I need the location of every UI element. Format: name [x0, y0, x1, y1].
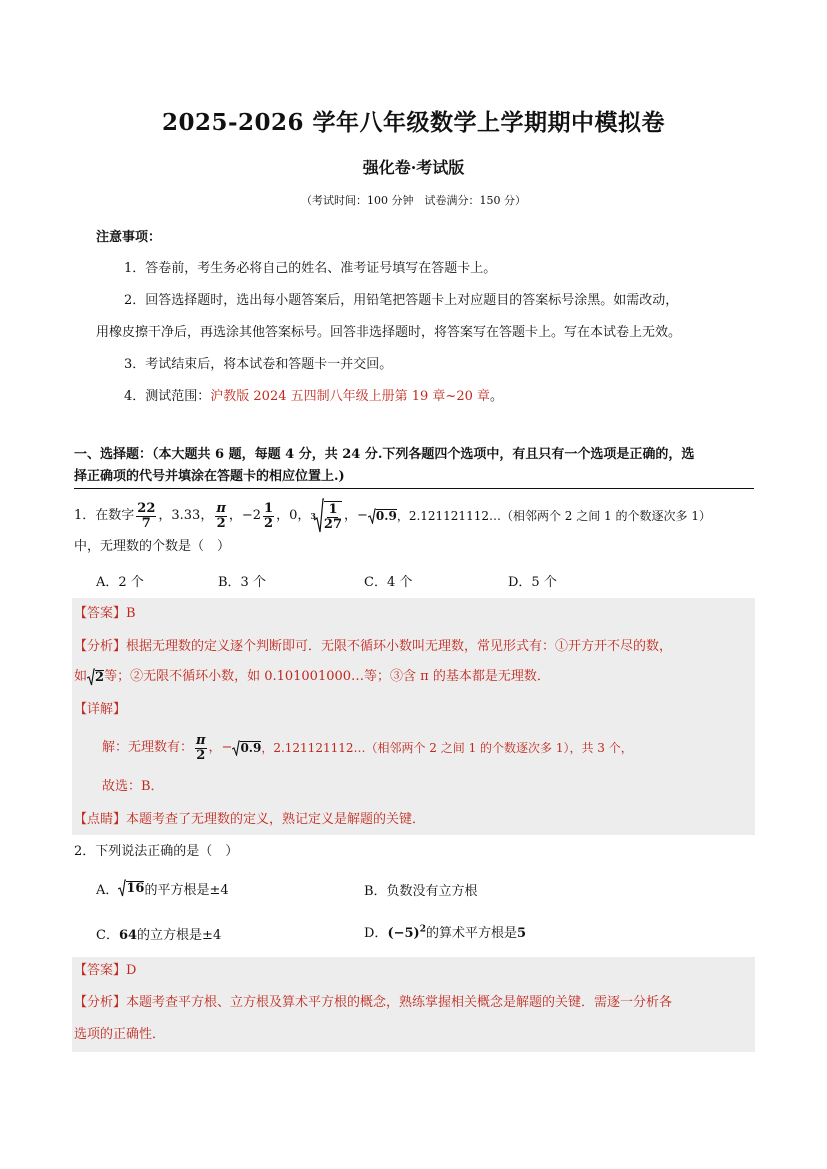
sqrt-0-9 [368, 508, 397, 524]
notice-item-4 [124, 387, 503, 407]
fraction-1-2 [263, 502, 274, 531]
test-range: 沪教版 2024 五四制八年级上册第 19 章~20 章 [210, 389, 491, 404]
notice-item-2-line-2: 用橡皮擦干净后，再选涂其他答案标号。回答非选择题时，将答案写在答题卡上。写在本试卷上无效。 [96, 325, 682, 340]
q1-sep: ，− [344, 508, 368, 523]
q2-option-c [96, 924, 221, 943]
option-prefix: D． [364, 926, 388, 941]
fraction-pi-2 [215, 502, 227, 531]
frac-num: π [196, 732, 206, 748]
q1-prefix: 1．在数字 [74, 508, 135, 523]
sqrt-radicand: 0.9 [240, 741, 262, 755]
detail-tail: ，2.121121112…（相邻两个 2 之间 1 的个数逐次多 1），共 3 个， [261, 741, 633, 755]
q1-option-b: B．3 个 [218, 575, 266, 590]
notice-item-3: 3．考试结束后，将本试卷和答题卡一并交回。 [124, 357, 393, 372]
q1-analysis-line-2 [74, 665, 550, 689]
radical-sign-icon [87, 668, 95, 686]
q2-analysis-line-1: 【分析】本题考查平方根、立方根及算术平方根的概念，熟练掌握相关概念是解题的关键．需逐一分析各 [74, 995, 673, 1010]
q1-sep: ，−2 [228, 508, 262, 523]
page-title: 2025-2026 学年八年级数学上学期期中模拟卷 [161, 109, 666, 136]
sqrt-radicand: 0.9 [375, 509, 397, 523]
analysis-post: 等；②无限不循环小数，如 0.101001000…等；③含 π 的基本都是无理数． [104, 669, 550, 684]
q2-option-d [364, 922, 526, 941]
notice-item-2-line-1: 2．回答选择题时，选出每小题答案后，用铅笔把答题卡上对应题目的答案标号涂黑。如需改动， [124, 293, 679, 308]
radical-sign-icon [232, 740, 240, 756]
question-1-line-2: 中，无理数的个数是（ ） [74, 539, 231, 554]
exam-info: （考试时间：100 分钟 试卷满分：150 分） [301, 194, 526, 207]
cube-root-1-27 [310, 498, 344, 534]
detail-sep: ，− [208, 740, 233, 755]
radical-sign-icon [314, 498, 324, 534]
q1-comment: 【点睛】本题考查了无理数的定义，熟记定义是解题的关键． [74, 812, 426, 827]
q1-detail-line [102, 730, 633, 766]
detail-prefix: 解：无理数有： [102, 740, 194, 755]
notice-item-1: 1．答卷前，考生务必将自己的姓名、准考证号填写在答题卡上。 [124, 261, 497, 276]
notice-heading: 注意事项： [96, 230, 162, 245]
q1-analysis-line-1: 【分析】根据无理数的定义逐个判断即可．无限不循环小数叫无理数，常见形式有：①开方开不尽的数， [74, 639, 673, 654]
q1-sep: ，0， [276, 508, 311, 523]
q2-option-a [96, 876, 229, 900]
frac-den: 2 [196, 747, 206, 763]
q2-answer: 【答案】D [74, 963, 137, 978]
question-2-stem: 2．下列说法正确的是（ ） [74, 844, 239, 859]
question-1-stem [74, 498, 711, 534]
q2-option-b: B．负数没有立方根 [364, 884, 478, 899]
q1-sep: ，3.33， [158, 508, 214, 523]
sqrt-16 [118, 879, 144, 897]
radical-sign-icon [118, 879, 126, 897]
option-prefix: A． [96, 882, 119, 898]
cbrt-index: 3 [310, 511, 316, 521]
q1-option-d: D．5 个 [508, 575, 557, 590]
sqrt-0-9 [232, 740, 261, 756]
section-heading-line-1: 一、选择题：（本大题共 6 题，每题 4 分，共 24 分.下列各题四个选项中，有且只有一个选项是正确的，选 [74, 447, 695, 462]
fraction-1-27 [324, 501, 342, 532]
q1-option-a: A．2 个 [96, 575, 144, 590]
option-text: 的立方根是±4 [137, 928, 222, 943]
q2-analysis-line-2: 选项的正确性． [74, 1027, 166, 1042]
page-subtitle: 强化卷·考试版 [362, 158, 465, 177]
frac-den: 2 [216, 515, 226, 531]
q1-tail: ，2.121121112…（相邻两个 2 之间 1 的个数逐次多 1） [396, 509, 711, 523]
q1-detail-choice: 故选：B． [102, 779, 164, 794]
option-value: 5 [516, 926, 527, 941]
option-exponent: 2 [419, 924, 426, 935]
q1-answer: 【答案】B [74, 606, 136, 621]
frac-den: 2 [264, 515, 274, 531]
option-text: 的平方根是±4 [144, 882, 229, 898]
analysis-pre: 如 [74, 669, 88, 684]
section-heading [74, 444, 764, 488]
option-text: 的算术平方根是 [425, 926, 517, 941]
section-underline [74, 488, 754, 489]
radical-sign-icon [368, 508, 376, 524]
q1-solution-box [72, 598, 755, 835]
notice-item-4-suffix: 。 [490, 389, 504, 404]
frac-num: 1 [328, 501, 338, 517]
q1-detail-label: 【详解】 [74, 702, 127, 717]
sqrt-2 [87, 668, 104, 686]
option-number: 64 [118, 928, 138, 943]
frac-num: π [216, 500, 226, 516]
notice-item-4-prefix: 4．测试范围： [124, 389, 211, 404]
q1-option-c: C．4 个 [364, 575, 413, 590]
section-heading-line-2: 择正确项的代号并填涂在答题卡的相应位置上.) [74, 469, 345, 484]
fraction-pi-2 [195, 734, 207, 763]
option-prefix: C． [96, 928, 119, 943]
frac-num: 22 [137, 500, 156, 516]
sqrt-radicand: 2 [95, 669, 105, 685]
frac-den: 27 [323, 516, 343, 532]
sqrt-radicand: 16 [126, 880, 145, 896]
fraction-22-7 [136, 502, 156, 531]
option-base: (−5) [387, 926, 420, 941]
frac-den: 7 [141, 515, 151, 531]
frac-num: 1 [264, 500, 274, 516]
